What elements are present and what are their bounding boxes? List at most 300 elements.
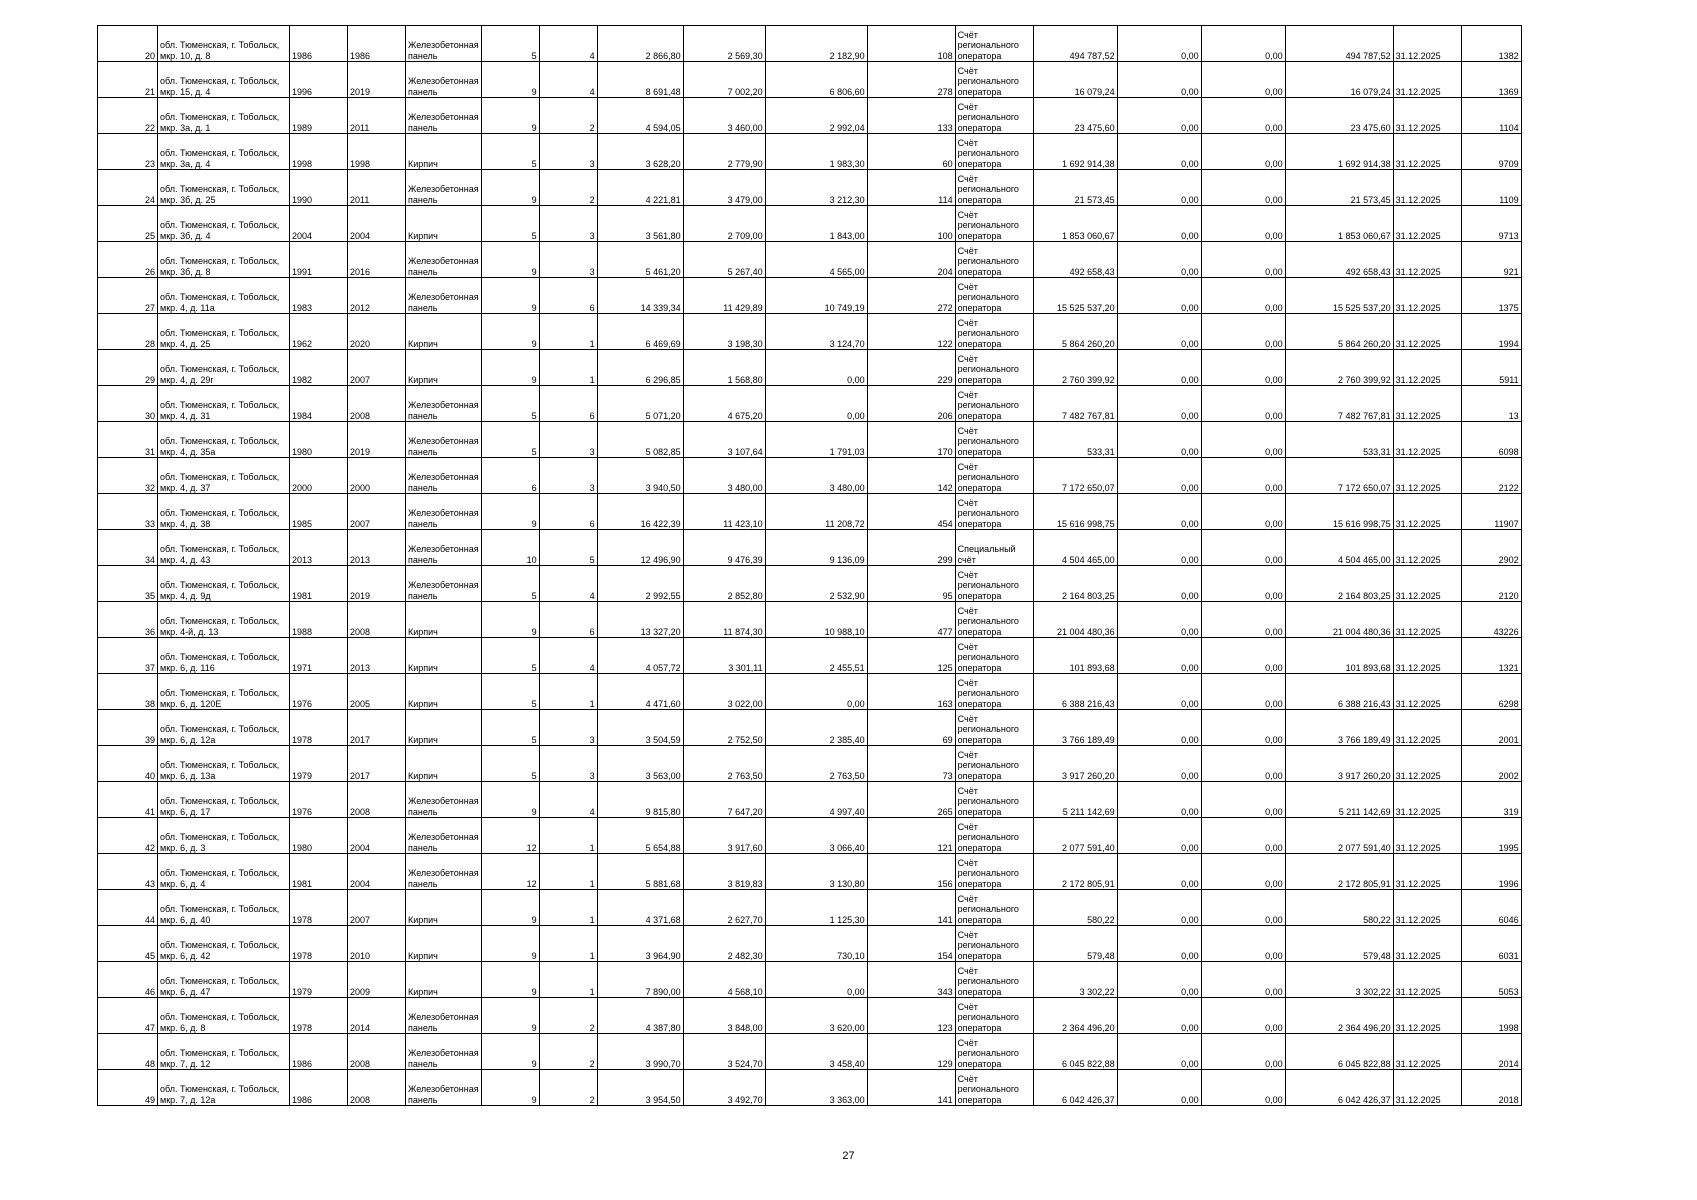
premises-area-cell: 2 779,90 [683,134,765,170]
residential-area-cell: 730,10 [765,926,867,962]
cost-total-cell: 3 766 189,49 [1285,710,1393,746]
year-commissioning-cell: 2005 [348,674,406,710]
cost-total-cell: 4 504 465,00 [1285,530,1393,566]
deadline-cell: 31.12.2025 [1393,638,1461,674]
year-commissioning-cell: 2008 [348,1070,406,1106]
wall-material-cell: Кирпич [406,134,482,170]
cost-total-cell: 16 079,24 [1285,62,1393,98]
year-built-cell: 1981 [290,566,348,602]
year-built-cell: 1981 [290,854,348,890]
year-built-cell: 1978 [290,890,348,926]
cost-c-cell: 0,00 [1201,1070,1285,1106]
residents-cell: 206 [867,386,955,422]
floors-cell: 5 [481,638,539,674]
floors-cell: 9 [481,602,539,638]
entrances-cell: 3 [539,710,597,746]
cost-c-cell: 0,00 [1201,458,1285,494]
entrances-cell: 3 [539,458,597,494]
year-built-cell: 1979 [290,746,348,782]
entrances-cell: 1 [539,890,597,926]
cost-b-cell: 0,00 [1117,782,1201,818]
floors-cell: 12 [481,854,539,890]
floors-cell: 9 [481,242,539,278]
row-number: 27 [98,278,158,314]
deadline-cell: 31.12.2025 [1393,854,1461,890]
address-cell: обл. Тюменская, г. Тобольск, мкр. 6, д. 12а [158,710,290,746]
cost-c-cell: 0,00 [1201,566,1285,602]
residents-cell: 299 [867,530,955,566]
table-row [98,314,1522,350]
estimated-cost-cell: 579,48 [1033,926,1117,962]
row-number: 46 [98,962,158,998]
cost-c-cell: 0,00 [1201,350,1285,386]
table-row [98,458,1522,494]
row-number: 21 [98,62,158,98]
year-commissioning-cell: 2012 [348,278,406,314]
residential-area-cell: 2 992,04 [765,98,867,134]
wall-material-cell: Кирпич [406,962,482,998]
row-number: 49 [98,1070,158,1106]
cost-total-cell: 579,48 [1285,926,1393,962]
year-built-cell: 1980 [290,818,348,854]
year-commissioning-cell: 2017 [348,746,406,782]
year-commissioning-cell: 2008 [348,386,406,422]
deadline-cell: 31.12.2025 [1393,386,1461,422]
entrances-cell: 3 [539,746,597,782]
fund-method-cell: Счёт регионального оператора [955,206,1033,242]
estimated-cost-cell: 3 766 189,49 [1033,710,1117,746]
total-area-cell: 4 471,60 [597,674,683,710]
residential-area-cell: 10 749,19 [765,278,867,314]
residential-area-cell: 1 983,30 [765,134,867,170]
cost-b-cell: 0,00 [1117,386,1201,422]
cost-b-cell: 0,00 [1117,314,1201,350]
premises-area-cell: 3 819,83 [683,854,765,890]
estimated-cost-cell: 101 893,68 [1033,638,1117,674]
code-cell: 2001 [1461,710,1521,746]
estimated-cost-cell: 5 211 142,69 [1033,782,1117,818]
table-row [98,242,1522,278]
year-built-cell: 1991 [290,242,348,278]
cost-c-cell: 0,00 [1201,278,1285,314]
code-cell: 921 [1461,242,1521,278]
wall-material-cell: Кирпич [406,890,482,926]
year-commissioning-cell: 2008 [348,602,406,638]
entrances-cell: 1 [539,314,597,350]
wall-material-cell: Кирпич [406,710,482,746]
floors-cell: 5 [481,386,539,422]
table-row [98,62,1522,98]
address-cell: обл. Тюменская, г. Тобольск, мкр. 6, д. 8 [158,998,290,1034]
address-cell: обл. Тюменская, г. Тобольск, мкр. 7, д. 12а [158,1070,290,1106]
residents-cell: 108 [867,26,955,62]
residents-cell: 95 [867,566,955,602]
total-area-cell: 5 881,68 [597,854,683,890]
cost-total-cell: 15 616 998,75 [1285,494,1393,530]
entrances-cell: 2 [539,1070,597,1106]
code-cell: 5053 [1461,962,1521,998]
cost-b-cell: 0,00 [1117,422,1201,458]
residential-area-cell: 3 458,40 [765,1034,867,1070]
estimated-cost-cell: 580,22 [1033,890,1117,926]
year-built-cell: 1976 [290,782,348,818]
row-number: 41 [98,782,158,818]
table-row [98,782,1522,818]
floors-cell: 9 [481,98,539,134]
row-number: 32 [98,458,158,494]
residents-cell: 141 [867,890,955,926]
year-built-cell: 1983 [290,278,348,314]
residential-area-cell: 2 763,50 [765,746,867,782]
residential-area-cell: 2 182,90 [765,26,867,62]
cost-c-cell: 0,00 [1201,134,1285,170]
cost-total-cell: 494 787,52 [1285,26,1393,62]
code-cell: 2002 [1461,746,1521,782]
table-row [98,818,1522,854]
floors-cell: 9 [481,926,539,962]
code-cell: 2902 [1461,530,1521,566]
floors-cell: 5 [481,674,539,710]
floors-cell: 9 [481,350,539,386]
estimated-cost-cell: 533,31 [1033,422,1117,458]
residential-area-cell: 3 124,70 [765,314,867,350]
estimated-cost-cell: 7 482 767,81 [1033,386,1117,422]
wall-material-cell: Кирпич [406,638,482,674]
cost-total-cell: 21 004 480,36 [1285,602,1393,638]
premises-area-cell: 3 848,00 [683,998,765,1034]
residents-cell: 122 [867,314,955,350]
estimated-cost-cell: 2 364 496,20 [1033,998,1117,1034]
year-built-cell: 2004 [290,206,348,242]
deadline-cell: 31.12.2025 [1393,134,1461,170]
estimated-cost-cell: 16 079,24 [1033,62,1117,98]
wall-material-cell: Железобетонная панель [406,98,482,134]
row-number: 33 [98,494,158,530]
address-cell: обл. Тюменская, г. Тобольск, мкр. 15, д. 4 [158,62,290,98]
cost-b-cell: 0,00 [1117,746,1201,782]
year-commissioning-cell: 2017 [348,710,406,746]
fund-method-cell: Счёт регионального оператора [955,890,1033,926]
cost-total-cell: 6 042 426,37 [1285,1070,1393,1106]
cost-b-cell: 0,00 [1117,170,1201,206]
entrances-cell: 3 [539,422,597,458]
table-row [98,98,1522,134]
address-cell: обл. Тюменская, г. Тобольск, мкр. 6, д. 40 [158,890,290,926]
floors-cell: 10 [481,530,539,566]
entrances-cell: 1 [539,926,597,962]
estimated-cost-cell: 21 004 480,36 [1033,602,1117,638]
premises-area-cell: 11 874,30 [683,602,765,638]
table-row [98,962,1522,998]
address-cell: обл. Тюменская, г. Тобольск, мкр. 4, д. 29г [158,350,290,386]
entrances-cell: 2 [539,1034,597,1070]
premises-area-cell: 2 709,00 [683,206,765,242]
address-cell: обл. Тюменская, г. Тобольск, мкр. 4, д. 38 [158,494,290,530]
deadline-cell: 31.12.2025 [1393,494,1461,530]
premises-area-cell: 3 492,70 [683,1070,765,1106]
cost-total-cell: 580,22 [1285,890,1393,926]
wall-material-cell: Кирпич [406,350,482,386]
year-commissioning-cell: 2020 [348,314,406,350]
table-row [98,854,1522,890]
premises-area-cell: 3 480,00 [683,458,765,494]
row-number: 47 [98,998,158,1034]
residents-cell: 278 [867,62,955,98]
code-cell: 1109 [1461,170,1521,206]
wall-material-cell: Железобетонная панель [406,566,482,602]
wall-material-cell: Железобетонная панель [406,494,482,530]
premises-area-cell: 2 569,30 [683,26,765,62]
residential-area-cell: 3 066,40 [765,818,867,854]
year-commissioning-cell: 2019 [348,62,406,98]
row-number: 23 [98,134,158,170]
floors-cell: 5 [481,26,539,62]
year-built-cell: 1985 [290,494,348,530]
code-cell: 43226 [1461,602,1521,638]
code-cell: 2014 [1461,1034,1521,1070]
deadline-cell: 31.12.2025 [1393,170,1461,206]
cost-b-cell: 0,00 [1117,206,1201,242]
row-number: 30 [98,386,158,422]
floors-cell: 9 [481,1070,539,1106]
entrances-cell: 1 [539,674,597,710]
year-built-cell: 1978 [290,926,348,962]
cost-c-cell: 0,00 [1201,1034,1285,1070]
cost-c-cell: 0,00 [1201,206,1285,242]
estimated-cost-cell: 15 616 998,75 [1033,494,1117,530]
cost-total-cell: 3 302,22 [1285,962,1393,998]
table-row [98,998,1522,1034]
fund-method-cell: Счёт регионального оператора [955,422,1033,458]
code-cell: 1995 [1461,818,1521,854]
total-area-cell: 4 221,81 [597,170,683,206]
code-cell: 9713 [1461,206,1521,242]
page-number: 27 [842,1150,855,1162]
address-cell: обл. Тюменская, г. Тобольск, мкр. 4, д. 25 [158,314,290,350]
deadline-cell: 31.12.2025 [1393,206,1461,242]
year-built-cell: 1990 [290,170,348,206]
residents-cell: 125 [867,638,955,674]
premises-area-cell: 2 763,50 [683,746,765,782]
table-row [98,710,1522,746]
year-commissioning-cell: 2016 [348,242,406,278]
estimated-cost-cell: 6 045 822,88 [1033,1034,1117,1070]
year-built-cell: 1986 [290,1034,348,1070]
code-cell: 11907 [1461,494,1521,530]
estimated-cost-cell: 6 042 426,37 [1033,1070,1117,1106]
year-commissioning-cell: 2008 [348,782,406,818]
wall-material-cell: Железобетонная панель [406,422,482,458]
entrances-cell: 6 [539,278,597,314]
premises-area-cell: 4 675,20 [683,386,765,422]
cost-c-cell: 0,00 [1201,386,1285,422]
cost-b-cell: 0,00 [1117,26,1201,62]
year-commissioning-cell: 2011 [348,98,406,134]
residential-area-cell: 3 363,00 [765,1070,867,1106]
year-commissioning-cell: 2019 [348,566,406,602]
residents-cell: 121 [867,818,955,854]
cost-total-cell: 3 917 260,20 [1285,746,1393,782]
total-area-cell: 5 461,20 [597,242,683,278]
deadline-cell: 31.12.2025 [1393,1070,1461,1106]
cost-b-cell: 0,00 [1117,494,1201,530]
estimated-cost-cell: 494 787,52 [1033,26,1117,62]
address-cell: обл. Тюменская, г. Тобольск, мкр. 6, д. 116 [158,638,290,674]
wall-material-cell: Кирпич [406,206,482,242]
wall-material-cell: Железобетонная панель [406,62,482,98]
deadline-cell: 31.12.2025 [1393,242,1461,278]
residential-area-cell: 6 806,60 [765,62,867,98]
cost-b-cell: 0,00 [1117,602,1201,638]
residential-area-cell: 0,00 [765,962,867,998]
residential-area-cell: 2 532,90 [765,566,867,602]
residents-cell: 114 [867,170,955,206]
deadline-cell: 31.12.2025 [1393,818,1461,854]
total-area-cell: 13 327,20 [597,602,683,638]
residents-cell: 142 [867,458,955,494]
cost-c-cell: 0,00 [1201,710,1285,746]
address-cell: обл. Тюменская, г. Тобольск, мкр. 6, д. 13а [158,746,290,782]
floors-cell: 9 [481,314,539,350]
residents-cell: 170 [867,422,955,458]
premises-area-cell: 1 568,80 [683,350,765,386]
year-commissioning-cell: 2007 [348,350,406,386]
address-cell: обл. Тюменская, г. Тобольск, мкр. 3а, д. 1 [158,98,290,134]
estimated-cost-cell: 5 864 260,20 [1033,314,1117,350]
floors-cell: 9 [481,1034,539,1070]
wall-material-cell: Железобетонная панель [406,854,482,890]
premises-area-cell: 9 476,39 [683,530,765,566]
wall-material-cell: Железобетонная панель [406,242,482,278]
year-built-cell: 1984 [290,386,348,422]
entrances-cell: 1 [539,854,597,890]
fund-method-cell: Счёт регионального оператора [955,566,1033,602]
cost-c-cell: 0,00 [1201,746,1285,782]
total-area-cell: 5 082,85 [597,422,683,458]
code-cell: 2122 [1461,458,1521,494]
residents-cell: 343 [867,962,955,998]
cost-c-cell: 0,00 [1201,98,1285,134]
row-number: 24 [98,170,158,206]
estimated-cost-cell: 3 302,22 [1033,962,1117,998]
fund-method-cell: Счёт регионального оператора [955,638,1033,674]
cost-total-cell: 21 573,45 [1285,170,1393,206]
premises-area-cell: 7 647,20 [683,782,765,818]
cost-b-cell: 0,00 [1117,62,1201,98]
residents-cell: 154 [867,926,955,962]
cost-total-cell: 6 388 216,43 [1285,674,1393,710]
code-cell: 1994 [1461,314,1521,350]
cost-total-cell: 7 482 767,81 [1285,386,1393,422]
floors-cell: 5 [481,422,539,458]
table-row [98,674,1522,710]
residents-cell: 156 [867,854,955,890]
cost-total-cell: 2 164 803,25 [1285,566,1393,602]
address-cell: обл. Тюменская, г. Тобольск, мкр. 4, д. 31 [158,386,290,422]
residential-area-cell: 3 130,80 [765,854,867,890]
fund-method-cell: Счёт регионального оператора [955,458,1033,494]
cost-b-cell: 0,00 [1117,458,1201,494]
entrances-cell: 3 [539,242,597,278]
total-area-cell: 16 422,39 [597,494,683,530]
cost-c-cell: 0,00 [1201,62,1285,98]
table-row [98,494,1522,530]
address-cell: обл. Тюменская, г. Тобольск, мкр. 4-й, д. 13 [158,602,290,638]
address-cell: обл. Тюменская, г. Тобольск, мкр. 3б, д. 4 [158,206,290,242]
code-cell: 6298 [1461,674,1521,710]
fund-method-cell: Счёт регионального оператора [955,170,1033,206]
row-number: 20 [98,26,158,62]
address-cell: обл. Тюменская, г. Тобольск, мкр. 3а, д. 4 [158,134,290,170]
residential-area-cell: 9 136,09 [765,530,867,566]
total-area-cell: 5 071,20 [597,386,683,422]
cost-c-cell: 0,00 [1201,890,1285,926]
residential-area-cell: 4 565,00 [765,242,867,278]
premises-area-cell: 2 627,70 [683,890,765,926]
cost-c-cell: 0,00 [1201,782,1285,818]
estimated-cost-cell: 1 853 060,67 [1033,206,1117,242]
residential-area-cell: 0,00 [765,386,867,422]
total-area-cell: 3 561,80 [597,206,683,242]
code-cell: 5911 [1461,350,1521,386]
address-cell: обл. Тюменская, г. Тобольск, мкр. 6, д. 17 [158,782,290,818]
fund-method-cell: Счёт регионального оператора [955,710,1033,746]
estimated-cost-cell: 6 388 216,43 [1033,674,1117,710]
row-number: 26 [98,242,158,278]
cost-b-cell: 0,00 [1117,674,1201,710]
table-row [98,170,1522,206]
address-cell: обл. Тюменская, г. Тобольск, мкр. 4, д. 9д [158,566,290,602]
residents-cell: 60 [867,134,955,170]
table-row [98,1070,1522,1106]
code-cell: 9709 [1461,134,1521,170]
cost-b-cell: 0,00 [1117,890,1201,926]
entrances-cell: 1 [539,962,597,998]
code-cell: 1321 [1461,638,1521,674]
deadline-cell: 31.12.2025 [1393,350,1461,386]
row-number: 28 [98,314,158,350]
residential-area-cell: 3 212,30 [765,170,867,206]
fund-method-cell: Счёт регионального оператора [955,782,1033,818]
year-built-cell: 1986 [290,1070,348,1106]
cost-c-cell: 0,00 [1201,26,1285,62]
estimated-cost-cell: 7 172 650,07 [1033,458,1117,494]
wall-material-cell: Железобетонная панель [406,818,482,854]
total-area-cell: 7 890,00 [597,962,683,998]
wall-material-cell: Железобетонная панель [406,782,482,818]
row-number: 36 [98,602,158,638]
floors-cell: 5 [481,134,539,170]
floors-cell: 9 [481,782,539,818]
floors-cell: 9 [481,998,539,1034]
cost-total-cell: 2 077 591,40 [1285,818,1393,854]
residential-area-cell: 0,00 [765,674,867,710]
code-cell: 1996 [1461,854,1521,890]
estimated-cost-cell: 15 525 537,20 [1033,278,1117,314]
entrances-cell: 4 [539,26,597,62]
premises-area-cell: 3 479,00 [683,170,765,206]
cost-total-cell: 1 853 060,67 [1285,206,1393,242]
address-cell: обл. Тюменская, г. Тобольск, мкр. 4, д. 37 [158,458,290,494]
address-cell: обл. Тюменская, г. Тобольск, мкр. 3б, д. 8 [158,242,290,278]
cost-b-cell: 0,00 [1117,638,1201,674]
year-built-cell: 1976 [290,674,348,710]
cost-c-cell: 0,00 [1201,242,1285,278]
entrances-cell: 4 [539,782,597,818]
address-cell: обл. Тюменская, г. Тобольск, мкр. 6, д. 120Е [158,674,290,710]
residential-area-cell: 1 791,03 [765,422,867,458]
wall-material-cell: Железобетонная панель [406,278,482,314]
